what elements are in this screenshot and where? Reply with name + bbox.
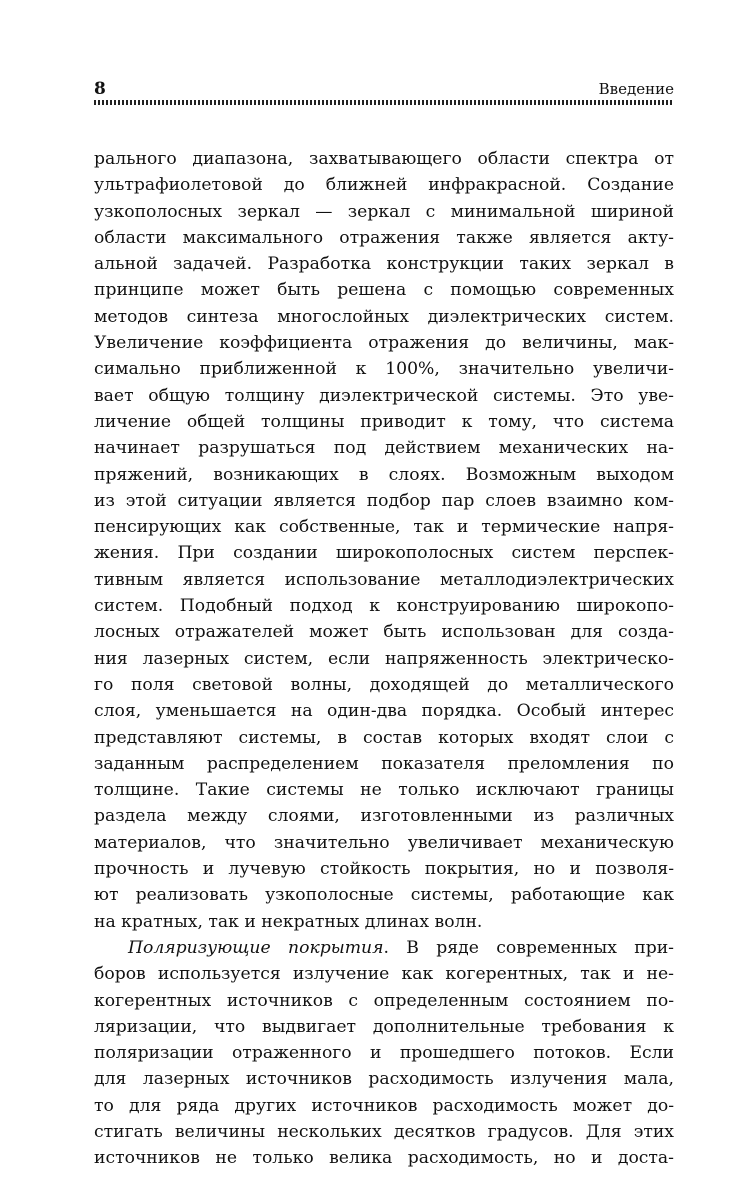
text-line: боров используется излучение как когерентных, так и не- xyxy=(94,964,674,985)
italic-term: Поляризующие покрытия xyxy=(128,937,384,958)
page-number: 8 xyxy=(94,79,106,99)
text-line: личение общей толщины приводит к тому, что система xyxy=(94,411,674,432)
text-line: стигать величины нескольких десятков градусов. Для этих xyxy=(94,1121,674,1142)
text-line: методов синтеза многослойных диэлектрических систем. xyxy=(94,306,674,327)
body-text xyxy=(94,146,674,1172)
text-line: заданным распределением показателя преломления по xyxy=(94,753,674,774)
text-line: жения. При создании широкополосных систем перспек- xyxy=(94,543,674,564)
text-line: для лазерных источников расходимость излучения мала, xyxy=(94,1069,674,1090)
text-line: рального диапазона, захватывающего области спектра от xyxy=(94,149,674,169)
text-line: ния лазерных систем, если напряженность электрическо- xyxy=(94,648,674,669)
text-line: поляризации отраженного и прошедшего потоков. Если xyxy=(94,1043,674,1064)
text-line: пенсирующих как собственные, так и термические напря- xyxy=(94,517,674,538)
text-line: го поля световой волны, доходящей до металлического xyxy=(94,674,674,695)
text-line: толщине. Такие системы не только исключают границы xyxy=(94,780,674,801)
dotted-header-rule xyxy=(94,100,674,105)
text-line: когерентных источников с определенным состоянием по- xyxy=(94,990,674,1011)
text-line: из этой ситуации является подбор пар слоев взаимно ком- xyxy=(94,490,674,511)
text-line: прочность и лучевую стойкость покрытия, но и позволя- xyxy=(94,859,674,880)
paragraph-2 xyxy=(94,935,674,1172)
text-line xyxy=(94,935,674,961)
text-line-rest: . В ряде современных при- xyxy=(383,937,674,958)
text-line: раздела между слоями, изготовленными из различных xyxy=(94,806,674,827)
paragraph-1 xyxy=(94,146,674,935)
text-line: принципе может быть решена с помощью современных xyxy=(94,280,674,301)
text-line: лосных отражателей может быть использован для созда- xyxy=(94,622,674,643)
text-line: ляризации, что выдвигает дополнительные требования к xyxy=(94,1016,674,1037)
text-line: слоя, уменьшается на один-два порядка. Особый интерес xyxy=(94,701,674,722)
text-line: ультрафиолетовой до ближней инфракрасной. Создание xyxy=(94,175,674,196)
text-line: представляют системы, в состав которых входят слои с xyxy=(94,727,674,748)
text-line: пряжений, возникающих в слоях. Возможным выходом xyxy=(94,464,674,485)
text-line: источников не только велика расходимость, но и доста- xyxy=(94,1148,674,1169)
text-line: систем. Подобный подход к конструированию широкопо- xyxy=(94,596,674,617)
text-line: на кратных, так и некратных длинах волн. xyxy=(94,911,483,932)
text-line: альной задачей. Разработка конструкции таких зеркал в xyxy=(94,254,674,275)
text-line: тивным является использование металлодиэлектрических xyxy=(94,569,674,590)
text-line: ют реализовать узкополосные системы, работающие как xyxy=(94,885,674,906)
running-header xyxy=(94,78,674,102)
text-line: вает общую толщину диэлектрической системы. Это уве- xyxy=(94,385,674,406)
book-page xyxy=(94,78,674,1169)
text-line: Увеличение коэффициента отражения до величины, мак- xyxy=(94,333,674,354)
text-line: то для ряда других источников расходимость может до- xyxy=(94,1095,674,1116)
text-line: области максимального отражения также является акту- xyxy=(94,227,674,248)
text-line: симально приближенной к 100%, значительно увеличи- xyxy=(94,359,674,380)
section-title: Введение xyxy=(598,80,674,98)
text-line: узкополосных зеркал — зеркал с минимальной шириной xyxy=(94,201,674,222)
text-line: материалов, что значительно увеличивает механическую xyxy=(94,832,674,853)
text-line: начинает разрушаться под действием механических на- xyxy=(94,438,674,459)
